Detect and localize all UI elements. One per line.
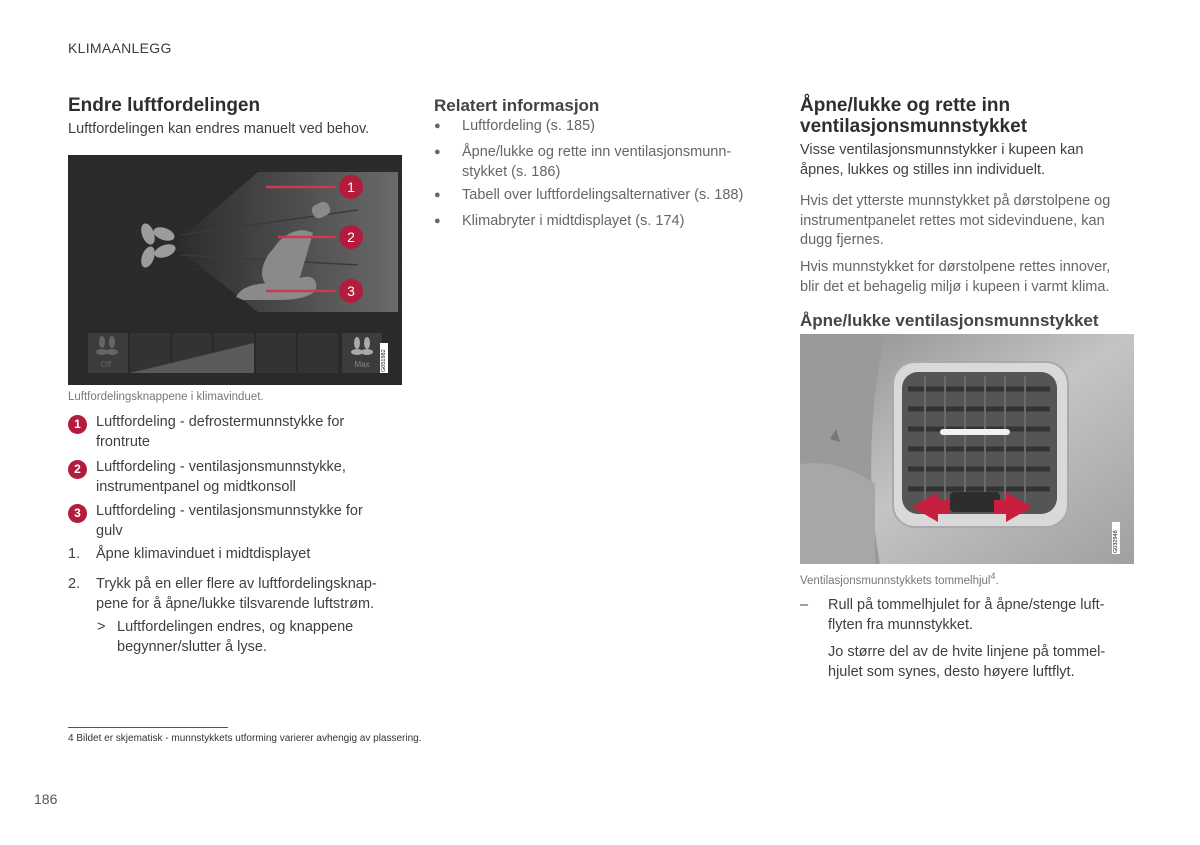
instruction-item	[800, 596, 1104, 635]
legend-badge: 3	[68, 504, 87, 523]
legend-badge: 1	[68, 415, 87, 434]
related-link-text[interactable]: Klimabryter i midtdisplayet (s. 174)	[462, 213, 685, 229]
step-text: pene for å åpne/lukke tilsvarende luftstrøm.	[96, 595, 375, 612]
instruction-text: flyten fra munnstykket.	[828, 616, 974, 633]
paragraph	[800, 258, 1110, 297]
figure-caption-text: Ventilasjonsmunnstykkets tommelhjul	[800, 574, 991, 587]
figure-code: G032948	[1112, 522, 1120, 554]
related-link[interactable]	[434, 186, 792, 206]
figure-caption: Luftfordelingsknappene i klimavinduet.	[68, 391, 264, 403]
footnote-ref[interactable]: 4	[990, 571, 996, 581]
dash-marker: –	[800, 597, 809, 613]
paragraph	[800, 192, 1110, 251]
footnote	[68, 733, 422, 744]
footnote-divider	[68, 727, 228, 728]
step-number: 2.	[68, 576, 81, 592]
vent-illustration	[800, 334, 1134, 564]
legend-text-line: gulv	[96, 522, 123, 539]
related-link-text[interactable]: Åpne/lukke og rette inn ventilasjonsmunn-	[462, 144, 732, 160]
related-link[interactable]	[434, 117, 792, 137]
step-number: 1.	[68, 546, 81, 562]
page-number: 186	[34, 791, 58, 807]
result-text: Luftfordelingen endres, og knappene	[117, 619, 354, 635]
paragraph-line: Hvis det ytterste munnstykket på dørstolpene og	[800, 193, 1111, 209]
result-marker: >	[97, 619, 106, 635]
legend-item	[68, 502, 416, 541]
figure-code: G051982	[380, 343, 388, 373]
section-intro: Luftfordelingen kan endres manuelt ved behov.	[68, 121, 370, 137]
paragraph-line: blir det et behagelig miljø i kupeen i varmt klima.	[800, 278, 1110, 295]
legend-badge: 2	[68, 460, 87, 479]
vent-photo-figure	[800, 334, 1134, 564]
note-line: Jo større del av de hvite linjene på tommel-	[828, 644, 1106, 660]
result-text: begynner/slutter å lyse.	[117, 638, 267, 655]
step-item	[68, 545, 426, 565]
section-title-line: ventilasjonsmunnstykket	[800, 116, 1028, 137]
bullet-icon: ●	[434, 189, 441, 201]
section-title	[800, 95, 1027, 137]
bullet-icon: ●	[434, 120, 441, 132]
subsection-title: Åpne/lukke ventilasjonsmunnstykket	[800, 311, 1099, 330]
footnote-text: Bildet er skjematisk - munnstykkets utforming varierer avhengig av plassering.	[76, 733, 422, 744]
intro-line: åpnes, lukkes og stilles inn individuelt.	[800, 161, 1046, 178]
legend-item	[68, 458, 416, 497]
bullet-icon: ●	[434, 215, 441, 227]
callout-3: 3	[347, 283, 355, 299]
related-link-text[interactable]: stykket (s. 186)	[462, 163, 561, 180]
result-item	[97, 618, 353, 657]
climate-screen-figure	[68, 155, 402, 385]
paragraph-line: instrumentpanelet rettes mot sidevinduene, kan	[800, 212, 1105, 229]
legend-text-line: Luftfordeling - defrostermunnstykke for	[96, 414, 345, 430]
related-title: Relatert informasjon	[434, 96, 600, 115]
related-link[interactable]	[434, 212, 792, 232]
section-intro	[800, 141, 1083, 180]
figure-caption	[800, 571, 999, 587]
legend-text-line: Luftfordeling - ventilasjonsmunnstykke for	[96, 503, 363, 519]
step-text: Åpne klimavinduet i midtdisplayet	[96, 546, 311, 562]
section-title: Endre luftfordelingen	[68, 95, 261, 116]
callout-1: 1	[347, 179, 355, 195]
off-label: Off	[100, 360, 112, 369]
intro-line: Visse ventilasjonsmunnstykker i kupeen kan	[800, 142, 1084, 158]
instruction-text: Rull på tommelhjulet for å åpne/stenge luft-	[828, 597, 1105, 613]
callout-2: 2	[347, 229, 355, 245]
climate-screen-illustration	[68, 155, 402, 385]
related-link[interactable]	[434, 143, 792, 182]
legend-text-line: Luftfordeling - ventilasjonsmunnstykke,	[96, 459, 346, 475]
related-link-text[interactable]: Luftfordeling (s. 185)	[462, 118, 595, 134]
note-line: hjulet som synes, desto høyere luftflyt.	[828, 663, 1075, 680]
bullet-icon: ●	[434, 146, 441, 158]
figure-caption-end: .	[995, 574, 999, 587]
legend-item	[68, 413, 416, 452]
section-title-line: Åpne/lukke og rette inn	[800, 95, 1011, 116]
legend-text-line: frontrute	[96, 433, 150, 450]
max-label: Max	[354, 360, 370, 369]
related-link-text[interactable]: Tabell over luftfordelingsalternativer (s. 188)	[462, 187, 744, 203]
step-item	[68, 575, 426, 614]
legend-text-line: instrumentpanel og midtkonsoll	[96, 478, 296, 495]
paragraph-line: Hvis munnstykket for dørstolpene rettes innover,	[800, 259, 1111, 275]
paragraph-line: dugg fjernes.	[800, 232, 884, 248]
note	[828, 643, 1105, 682]
footnote-number: 4	[68, 733, 74, 744]
running-header: KLIMAANLEGG	[68, 40, 172, 56]
step-text: Trykk på en eller flere av luftfordelingsknap-	[96, 576, 377, 592]
